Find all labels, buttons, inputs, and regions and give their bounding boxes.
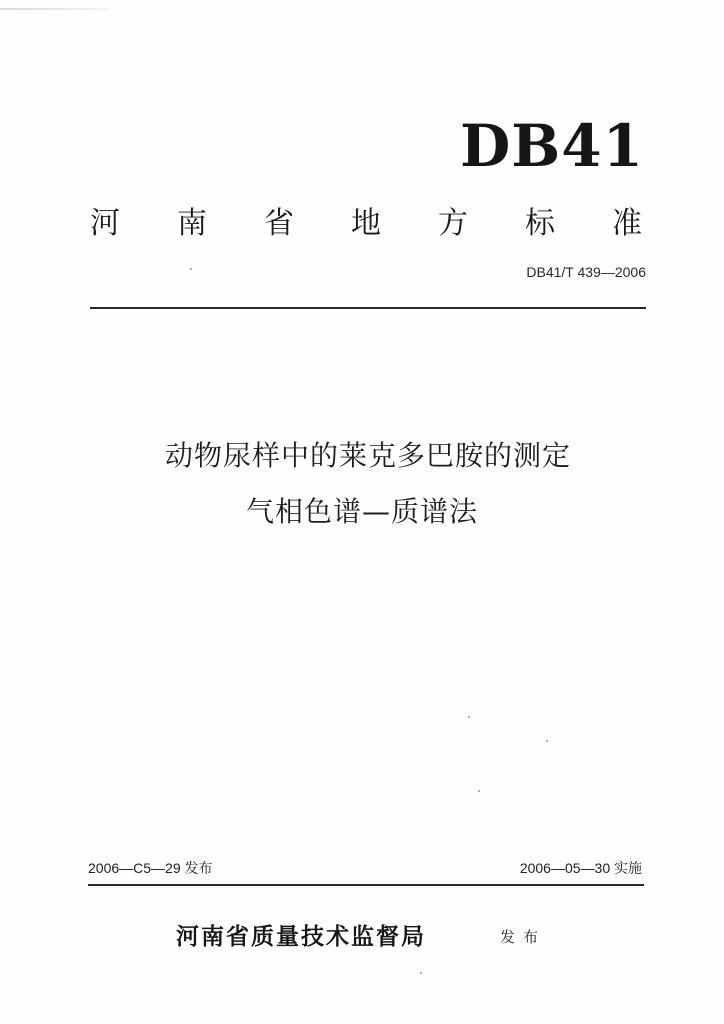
standard-type-char: 河: [90, 206, 120, 241]
standard-type-char: 方: [438, 206, 468, 241]
standard-type-char: 南: [177, 206, 207, 241]
standard-number: DB41/T 439—2006: [526, 264, 646, 280]
scan-speck: [478, 790, 480, 792]
scan-speck: [546, 740, 548, 742]
db-logo: DB41: [459, 112, 644, 180]
document-subtitle: 气相色谱—质谱法: [245, 495, 478, 528]
footer-divider: [88, 884, 644, 886]
header-divider: [90, 307, 646, 309]
standard-type-char: 省: [264, 206, 294, 241]
issued-label: 发布: [500, 928, 547, 946]
scan-speck: [468, 716, 470, 718]
implementation-date: 2006—05—30 实施: [519, 860, 642, 876]
scan-speck: [190, 268, 192, 270]
standard-type-char: 地: [351, 206, 381, 241]
standard-type: [90, 198, 642, 242]
standard-type-char: 标: [525, 206, 555, 241]
standard-type-char: 准: [612, 206, 642, 241]
issuing-authority: 河南省质量技术监督局: [176, 923, 426, 950]
scan-edge-artifact: [0, 8, 110, 10]
scan-speck: [420, 972, 422, 974]
issue-date: 2006—C5—29 发布: [88, 860, 213, 876]
document-title: 动物尿样中的莱克多巴胺的测定: [164, 439, 571, 472]
